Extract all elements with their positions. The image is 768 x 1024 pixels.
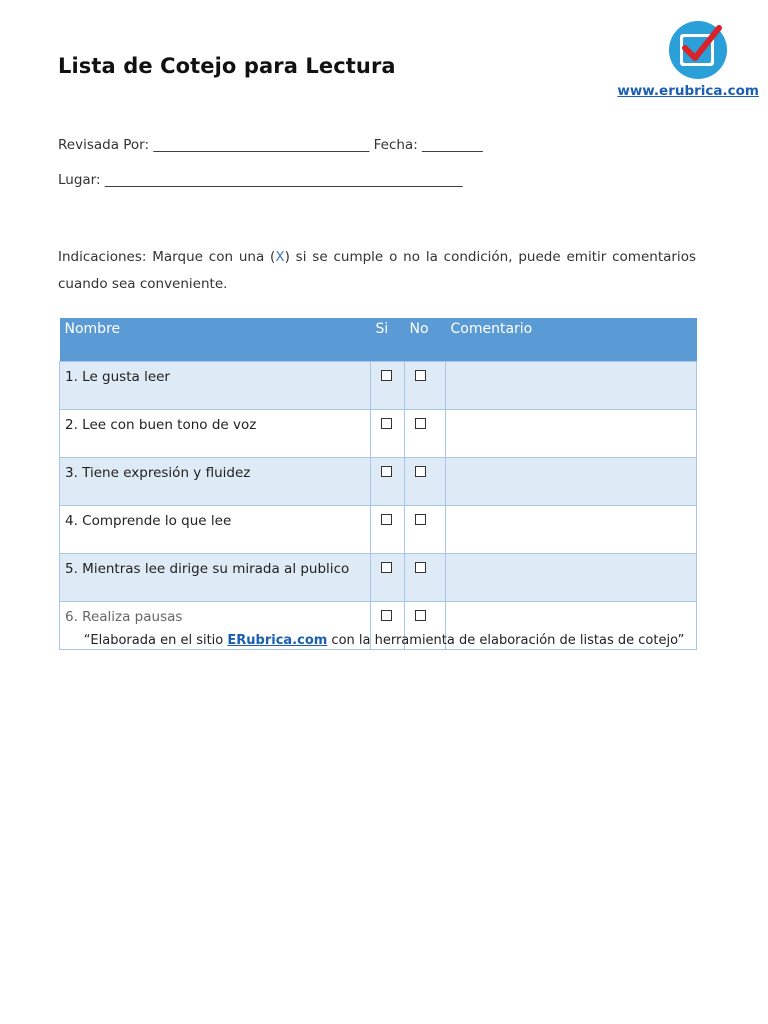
comment-cell[interactable]: [446, 458, 697, 506]
row-label: 3. Tiene expresión y fluidez: [60, 458, 371, 506]
si-cell: [371, 458, 405, 506]
no-cell: [405, 554, 446, 602]
row-label: 5. Mientras lee dirige su mirada al publico: [60, 554, 371, 602]
row-label: 2. Lee con buen tono de voz: [60, 410, 371, 458]
no-checkbox[interactable]: [415, 418, 426, 429]
no-cell: [405, 458, 446, 506]
checklist-table: [59, 318, 697, 650]
header-nombre: Nombre: [60, 318, 371, 362]
si-cell: [371, 554, 405, 602]
no-checkbox[interactable]: [415, 370, 426, 381]
no-cell: [405, 362, 446, 410]
erubrica-site-link[interactable]: www.erubrica.com: [617, 83, 759, 99]
comment-cell[interactable]: [446, 506, 697, 554]
footer-text-before: “Elaborada en el sitio: [83, 633, 228, 648]
comment-cell[interactable]: [446, 410, 697, 458]
si-checkbox[interactable]: [381, 610, 392, 621]
no-cell: [405, 410, 446, 458]
revisada-fecha-line: Revisada Por: ________________________________ Fecha: _________: [58, 137, 483, 153]
page-title: Lista de Cotejo para Lectura: [58, 54, 396, 78]
instructions-text-before: Indicaciones: Marque con una (: [58, 249, 276, 265]
table-header-row: [60, 318, 697, 362]
header-comentario: Comentario: [446, 318, 697, 362]
footer-credit: [0, 633, 768, 648]
table-row: [60, 554, 697, 602]
si-checkbox[interactable]: [381, 514, 392, 525]
si-cell: [371, 410, 405, 458]
si-cell: [371, 506, 405, 554]
footer-text-after: con la herramienta de elaboración de listas de cotejo”: [327, 633, 685, 648]
no-checkbox[interactable]: [415, 514, 426, 525]
table-row: [60, 458, 697, 506]
table-row: [60, 410, 697, 458]
header-si: Si: [371, 318, 405, 362]
si-checkbox[interactable]: [381, 562, 392, 573]
no-checkbox[interactable]: [415, 610, 426, 621]
comment-cell[interactable]: [446, 554, 697, 602]
row-label: 6. Realiza pausas: [60, 602, 371, 650]
no-checkbox[interactable]: [415, 562, 426, 573]
row-label: 4. Comprende lo que lee: [60, 506, 371, 554]
header-no: No: [405, 318, 446, 362]
instructions: [58, 244, 696, 298]
instructions-x-mark: X: [275, 249, 285, 265]
row-label: 1. Le gusta leer: [60, 362, 371, 410]
footer-erubrica-link[interactable]: ERubrica.com: [227, 633, 328, 648]
lugar-line: Lugar: _____________________________________________________: [58, 172, 463, 188]
checkmark-box-logo-icon: [667, 20, 729, 80]
comment-cell[interactable]: [446, 362, 697, 410]
si-checkbox[interactable]: [381, 418, 392, 429]
instructions-text-after: ) si se cumple o no la condición, puede emitir comentarios cuando sea conveniente.: [58, 249, 696, 292]
no-cell: [405, 506, 446, 554]
si-cell: [371, 362, 405, 410]
table-row: [60, 362, 697, 410]
no-checkbox[interactable]: [415, 466, 426, 477]
table-row: [60, 506, 697, 554]
si-checkbox[interactable]: [381, 466, 392, 477]
si-checkbox[interactable]: [381, 370, 392, 381]
